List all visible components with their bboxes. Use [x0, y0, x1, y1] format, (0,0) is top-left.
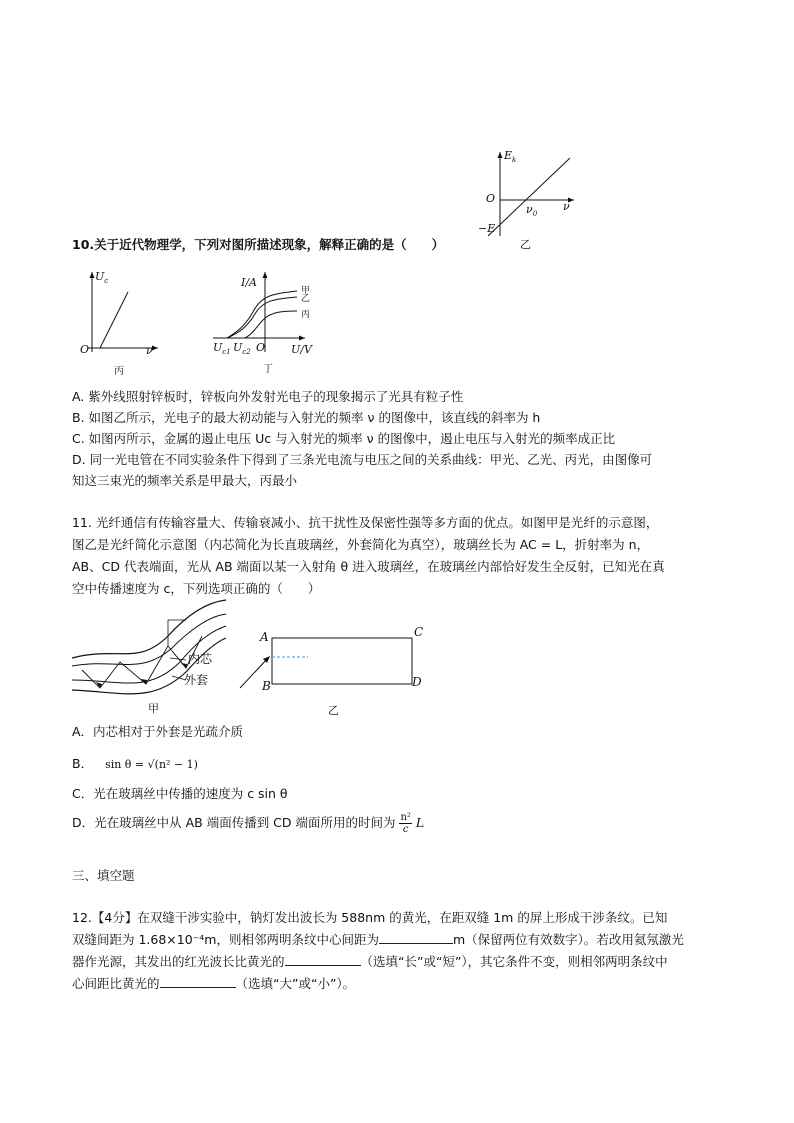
figure-yi-glass-rod — [232, 624, 432, 719]
figure-yi-ek-graph — [470, 148, 580, 250]
figure-ding-iv-graph — [205, 270, 325, 374]
q11-stem-line: AB、CD 代表端面，光从 AB 端面以某一入射角 θ 进入玻璃丝，在玻璃丝内部恰好发生全反射，已知光在真 — [72, 559, 665, 574]
point-b-label: B — [262, 679, 271, 693]
figure-caption: 丙 — [114, 366, 124, 377]
figure-caption: 乙 — [520, 238, 531, 251]
curve-yi-label: 乙 — [301, 294, 311, 304]
q11-stem-line: 11. 光纤通信有传输容量大、传输衰减小、抗干扰性及保密性强等多方面的优点。如图甲是光纤的示意图， — [72, 515, 659, 530]
q12-line: 12.【4分】在双缝干涉实验中，钠灯发出波长为 588nm 的黄光，在距双缝 1m 的屏上形成干涉条纹。已知 — [72, 910, 668, 925]
core-label: 内芯 — [188, 652, 213, 666]
ek-axis-label: $E_k$ — [504, 149, 517, 165]
point-a-label: A — [260, 630, 269, 644]
answer-blank-2[interactable] — [285, 952, 361, 966]
q11-stem-line: 图乙是光纤简化示意图（内芯简化为长直玻璃丝，外套简化为真空），玻璃丝长为 AC = L，折射率为 n， — [72, 537, 650, 552]
q10-option-d-cont: 知这三束光的频率关系是甲最大，丙最小 — [72, 473, 298, 488]
i-axis-label: I/A — [241, 276, 257, 289]
q11-option-d: D．光在玻璃丝中从 AB 端面传播到 CD 端面所用的时间为 $\frac{\text{n²}}{c}$ L — [72, 812, 425, 835]
q10-option-b: B. 如图乙所示，光电子的最大初动能与入射光的频率 ν 的图像中，该直线的斜率为 h — [72, 410, 541, 425]
time-fraction: $\frac{\text{n²}}{c}$ — [400, 812, 411, 835]
origin-label: O — [486, 192, 496, 205]
section-title: 三、填空题 — [72, 868, 135, 883]
q11-stem-line: 空中传播速度为 c，下列选项正确的（ ） — [72, 581, 321, 596]
fiber-curve-svg — [68, 596, 243, 696]
figure-bing-uc-graph — [78, 268, 168, 377]
nu-axis-label: ν — [563, 200, 570, 213]
cladding-label: 外套 — [184, 673, 209, 687]
curve-jia-label: 甲 — [301, 286, 311, 296]
figure-caption: 丁 — [263, 364, 273, 375]
answer-blank-1[interactable] — [379, 930, 453, 944]
point-c-label: C — [414, 625, 424, 639]
nu0-label: $\nu_0$ — [526, 203, 538, 219]
uc-nu-graph-svg — [78, 268, 168, 363]
answer-blank-3[interactable] — [160, 974, 236, 988]
point-d-label: D — [412, 675, 422, 689]
q12-line: 器作光源，其发出的红光波长比黄光的 （选填“长”或“短”），其它条件不变，则相邻两明条纹中 — [72, 954, 668, 969]
q10-option-a: A. 紫外线照射锌板时，锌板向外发射光电子的现象揭示了光具有粒子性 — [72, 389, 464, 404]
curve-bing-label: 丙 — [301, 310, 311, 320]
figure-caption: 甲 — [148, 702, 159, 715]
neg-e-label: −E — [478, 222, 496, 235]
origin-label: O — [256, 341, 266, 354]
uc-axis-label: $U_c$ — [95, 270, 109, 286]
nu-axis-label: ν — [146, 344, 153, 357]
origin-label: O — [80, 343, 90, 356]
uc2-label: $U_{c2}$ — [233, 341, 251, 357]
q11-option-b: B． sin θ = √(n² − 1) — [72, 756, 198, 771]
uc1-label: $U_{c1}$ — [213, 341, 231, 357]
q12-line: 心间距比黄光的 （选填“大”或“小”）。 — [72, 976, 356, 991]
figure-jia-fiber — [68, 596, 243, 716]
q10-stem: 10.关于近代物理学，下列对图所描述现象，解释正确的是（ ） — [72, 237, 445, 252]
u-axis-label: U/V — [291, 343, 312, 356]
q11-option-a: A．内芯相对于外套是光疏介质 — [72, 724, 244, 739]
q10-option-c: C. 如图丙所示，金属的遏止电压 Uc 与入射光的频率 ν 的图像中，遏止电压与入射光的频率成正比 — [72, 431, 616, 446]
figure-caption: 乙 — [328, 704, 339, 717]
q10-option-d: D. 同一光电管在不同实验条件下得到了三条光电流与电压之间的关系曲线：甲光、乙光、丙光，由图像可 — [72, 452, 653, 467]
q11-option-c: C．光在玻璃丝中传播的速度为 c sin θ — [72, 786, 288, 801]
q12-line: 双缝间距为 1.68×10⁻⁴m，则相邻两明条纹中心间距为 m（保留两位有效数字）。若改用氦氖激光 — [72, 932, 684, 947]
